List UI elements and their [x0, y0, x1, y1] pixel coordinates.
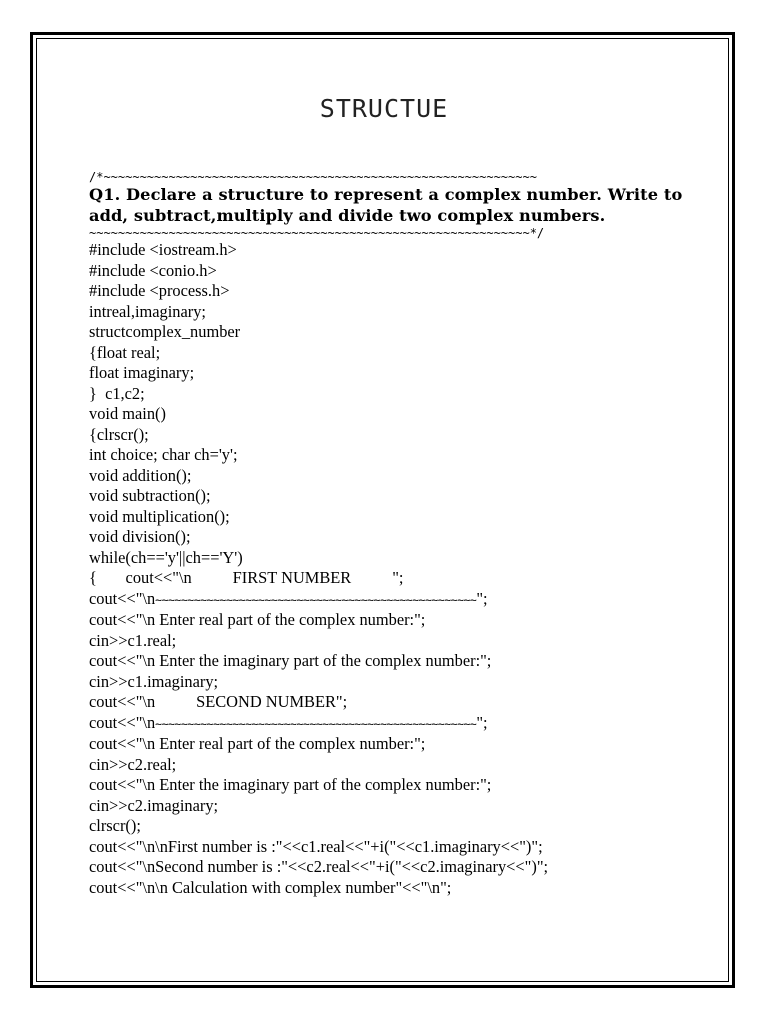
- code-line: intreal,imaginary;: [89, 301, 206, 321]
- code-line: int choice; char ch='y';: [89, 445, 238, 464]
- code-line: cout<<"\n\nFirst number is :"<<c1.real<<"+i("<<c1.imaginary<<")";: [89, 836, 543, 856]
- code-line: {clrscr();: [89, 424, 149, 444]
- code-line: clrscr();: [89, 816, 141, 835]
- code-line: cout<<"\n~~~~~~~~~~~~~~~~~~~~~~~~~~~~~~~~~~~~~~~~~~~~~~~~~~";: [89, 712, 488, 732]
- comment-close-line: ~~~~~~~~~~~~~~~~~~~~~~~~~~~~~~~~~~~~~~~~~~~~~~~~~~~~~~~~~~~~~*/: [89, 226, 545, 240]
- code-line: #include <iostream.h>: [89, 240, 237, 259]
- code-line: cout<<"\n SECOND NUMBER";: [89, 692, 348, 711]
- code-line: cout<<"\nSecond number is :"<<c2.real<<"+i("<<c2.imaginary<<")";: [89, 857, 549, 876]
- code-line: cin>>c1.imaginary;: [89, 671, 219, 691]
- code-line: cin>>c1.real;: [89, 630, 177, 650]
- code-line: void addition();: [89, 465, 192, 485]
- code-line: #include <process.h>: [89, 281, 230, 300]
- question-text: Q1. Declare a structure to represent a complex number. Write to add, subtract,multiply and divide two complex numbers.: [89, 185, 683, 225]
- page-title: STRUCTUE: [319, 94, 449, 123]
- code-line: void main(): [89, 404, 166, 423]
- code-line: } c1,c2;: [89, 383, 145, 403]
- code-line: cin>>c2.imaginary;: [89, 795, 219, 815]
- code-line: while(ch=='y'||ch=='Y'): [89, 547, 243, 567]
- code-line: structcomplex_number: [89, 322, 241, 341]
- code-line: cout<<"\n Enter the imaginary part of the complex number:";: [89, 651, 492, 670]
- code-line: cout<<"\n\n Calculation with complex number"<<"\n";: [89, 877, 452, 897]
- code-line: cin>>c2.real;: [89, 754, 177, 774]
- code-line: void multiplication();: [89, 506, 230, 526]
- code-line: #include <conio.h>: [89, 260, 217, 280]
- code-line: cout<<"\n Enter the imaginary part of the complex number:";: [89, 775, 492, 794]
- code-block: [89, 240, 689, 898]
- code-line: cout<<"\n Enter real part of the complex number:";: [89, 734, 426, 753]
- comment-open-line: /*~~~~~~~~~~~~~~~~~~~~~~~~~~~~~~~~~~~~~~~~~~~~~~~~~~~~~~~~~~~~: [89, 170, 537, 184]
- code-line: float imaginary;: [89, 363, 195, 382]
- code-line: { cout<<"\n FIRST NUMBER ";: [89, 568, 404, 587]
- code-line: void subtraction();: [89, 486, 211, 505]
- code-line: cout<<"\n Enter real part of the complex number:";: [89, 610, 426, 629]
- code-line: cout<<"\n~~~~~~~~~~~~~~~~~~~~~~~~~~~~~~~~~~~~~~~~~~~~~~~~~~";: [89, 588, 488, 608]
- document-body: [89, 170, 689, 898]
- code-line: {float real;: [89, 342, 161, 362]
- code-line: void division();: [89, 527, 191, 546]
